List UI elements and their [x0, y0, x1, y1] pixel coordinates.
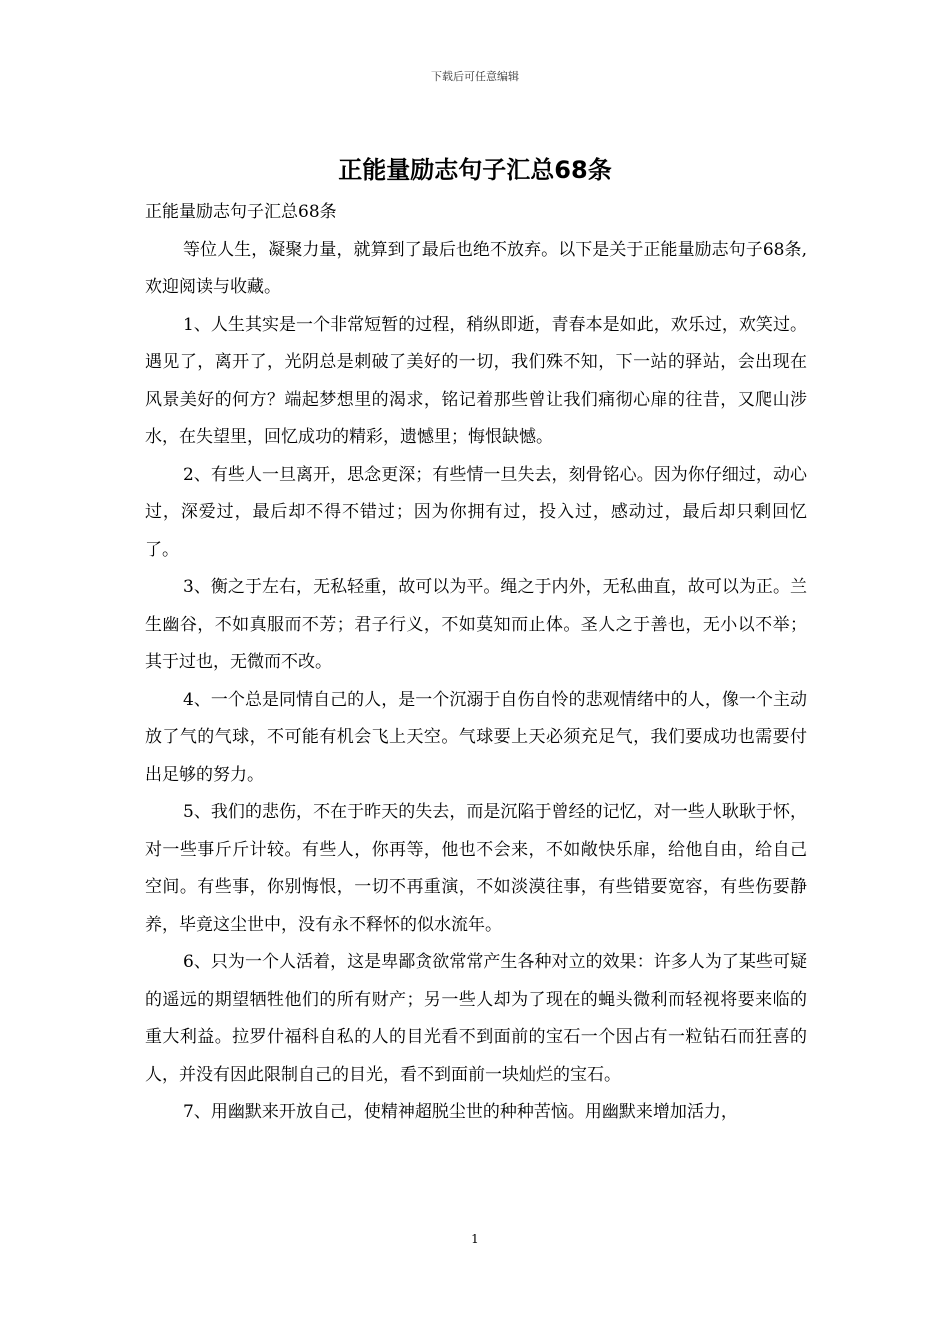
paragraph-5: 5、我们的悲伤，不在于昨天的失去，而是沉陷于曾经的记忆，对一些人耿耿于怀，对一些事斤斤计较。有些人，你再等，他也不会来，不如敞快乐扉，给他自由，给自己空间。有些事，你别悔恨，一切不再重演，不如淡漠往事，有些错要宽容，有些伤要静养，毕竟这尘世中，没有永不释怀的似水流年。	[145, 802, 807, 935]
document-body	[145, 194, 807, 1132]
paragraph-6: 6、只为一个人活着，这是卑鄙贪欲常常产生各种对立的效果：许多人为了某些可疑的遥远的期望牺牲他们的所有财产；另一些人却为了现在的蝇头微利而轻视将要来临的重大利益。拉罗什福科自私的人的目光看不到面前的宝石一个因占有一粒钻石而狂喜的人，并没有因此限制自己的目光，看不到面前一块灿烂的宝石。	[145, 952, 807, 1085]
paragraph-2: 2、有些人一旦离开，思念更深；有些情一旦失去，刻骨铭心。因为你仔细过，动心过，深爱过，最后却不得不错过；因为你拥有过，投入过，感动过，最后却只剩回忆了。	[145, 464, 807, 560]
page-number: 1	[471, 1232, 479, 1246]
paragraph-3: 3、衡之于左右，无私轻重，故可以为平。绳之于内外，无私曲直，故可以为正。兰生幽谷，不如真服而不芳；君子行义，不如莫知而止体。圣人之于善也，无小以不举；其于过也，无微而不改。	[145, 577, 807, 672]
paragraph-1: 1、人生其实是一个非常短暂的过程，稍纵即逝，青春本是如此，欢乐过，欢笑过。遇见了，离开了，光阴总是刺破了美好的一切，我们殊不知，下一站的驿站，会出现在风景美好的何方？端起梦想里的渴求，铭记着那些曾让我们痛彻心扉的往昔，又爬山涉水，在失望里，回忆成功的精彩，遗憾里；悔恨缺憾。	[145, 314, 807, 447]
header-note: 下载后可任意编辑	[431, 70, 519, 83]
paragraph-intro: 等位人生，凝聚力量，就算到了最后也绝不放弃。以下是关于正能量励志句子68条,欢迎阅读与收藏。	[145, 239, 807, 297]
paragraph-7: 7、用幽默来开放自己，使精神超脱尘世的种种苦恼。用幽默来增加活力，	[183, 1102, 738, 1122]
document-title: 正能量励志句子汇总68条	[338, 156, 612, 184]
subtitle: 正能量励志句子汇总68条	[145, 202, 337, 222]
paragraph-4: 4、一个总是同情自己的人，是一个沉溺于自伤自怜的悲观情绪中的人，像一个主动放了气的气球，不可能有机会飞上天空。气球要上天必须充足气，我们要成功也需要付出足够的努力。	[145, 689, 807, 785]
